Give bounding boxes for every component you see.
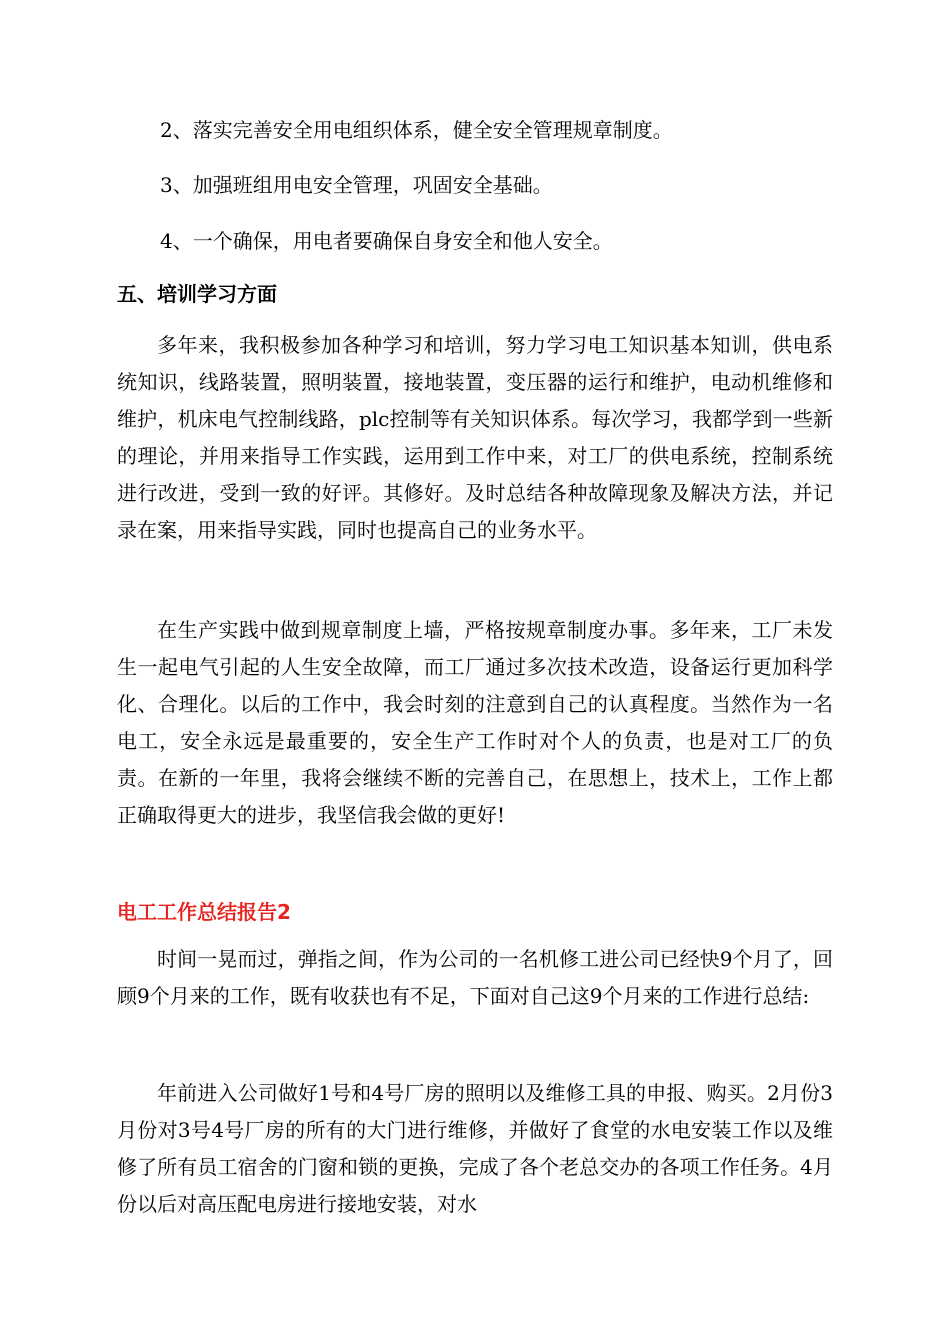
list-item-3: 3、加强班组用电安全管理，巩固安全基础。 bbox=[160, 173, 553, 197]
paragraph-report-work: 年前进入公司做好1号和4号厂房的照明以及维修工具的申报、购买。2月份3月份对3号4号厂房的所有的大门进行维修，并做好了食堂的水电安装工作以及维修了所有员工宿舍的门窗和锁的更换，完成了各个老总交办的各项工作任务。4月份以后对高压配电房进行接地安装，对水 bbox=[117, 1081, 833, 1216]
list-item-2: 2、落实完善安全用电组织体系，健全安全管理规章制度。 bbox=[160, 118, 673, 142]
paragraph-training: 多年来，我积极参加各种学习和培训，努力学习电工知识基本知训，供电系统知识，线路装置，照明装置，接地装置，变压器的运行和维护，电动机维修和维护，机床电气控制线路，plc控制等有关知识体系。每次学习，我都学到一些新的理论，并用来指导工作实践，运用到工作中来，对工厂的供电系统，控制系统进行改进，受到一致的好评。其修好。及时总结各种故障现象及解决方法，并记录在案，用来指导实践，同时也提高自己的业务水平。 bbox=[117, 333, 833, 542]
report-title: 电工工作总结报告2 bbox=[117, 900, 291, 924]
paragraph-report-intro: 时间一晃而过，弹指之间，作为公司的一名机修工进公司已经快9个月了，回顾9个月来的工作，既有收获也有不足，下面对自己这9个月来的工作进行总结: bbox=[117, 947, 833, 1008]
list-item-4: 4、一个确保，用电者要确保自身安全和他人安全。 bbox=[160, 229, 613, 253]
section-heading: 五、培训学习方面 bbox=[117, 282, 277, 306]
paragraph-practice: 在生产实践中做到规章制度上墙，严格按规章制度办事。多年来，工厂未发生一起电气引起的人生安全故障，而工厂通过多次技术改造，设备运行更加科学化、合理化。以后的工作中，我会时刻的注意到自己的认真程度。当然作为一名电工，安全永远是最重要的，安全生产工作时对个人的负责，也是对工厂的负责。在新的一年里，我将会继续不断的完善自己，在思想上，技术上，工作上都正确取得更大的进步，我坚信我会做的更好! bbox=[117, 618, 833, 827]
